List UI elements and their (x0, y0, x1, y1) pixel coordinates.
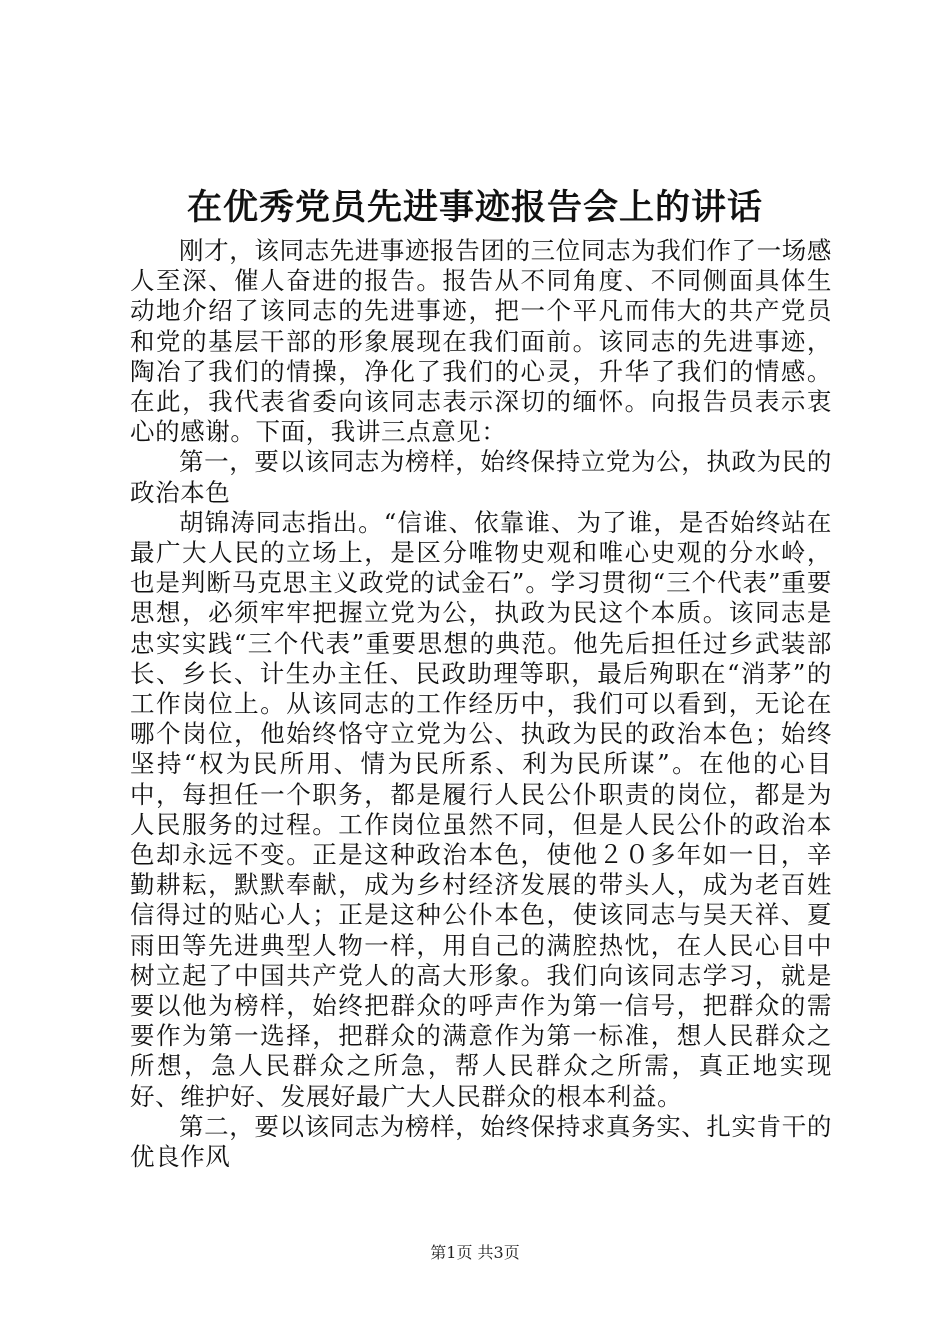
paragraph-first-point-body: 胡锦涛同志指出。“信谁、依靠谁、为了谁，是否始终站在最广大人民的立场上，是区分唯物史观和唯心史观的分水岭，也是判断马克思主义政党的试金石”。学习贯彻“三个代表”重要思想，必须牢牢把握立党为公，执政为民这个本质。该同志是忠实实践“三个代表”重要思想的典范。他先后担任过乡武装部长、乡长、计生办主任、民政助理等职，最后殉职在“消茅”的工作岗位上。从该同志的工作经历中，我们可以看到，无论在哪个岗位，他始终恪守立党为公、执政为民的政治本色；始终坚持“权为民所用、情为民所系、利为民所谋”。在他的心目中，每担任一个职务，都是履行人民公仆职责的岗位，都是为人民服务的过程。工作岗位虽然不同，但是人民公仆的政治本色却永远不变。正是这种政治本色，使他２０多年如一日，辛勤耕耘，默默奉献，成为乡村经济发展的带头人，成为老百姓信得过的贴心人；正是这种公仆本色，使该同志与吴天祥、夏雨田等先进典型人物一样，用自己的满腔热忱，在人民心目中树立起了中国共产党人的高大形象。我们向该同志学习，就是要以他为榜样，始终把群众的呼声作为第一信号，把群众的需要作为第一选择，把群众的满意作为第一标准，想人民群众之所想，急人民群众之所急，帮人民群众之所需，真正地实现好、维护好、发展好最广大人民群众的根本利益。 (130, 507, 832, 1111)
paragraph-heading-second-point: 第二，要以该同志为榜样，始终保持求真务实、扎实肯干的优良作风 (130, 1111, 832, 1172)
paragraph-heading-first-point: 第一，要以该同志为榜样，始终保持立党为公，执政为民的政治本色 (130, 447, 832, 507)
page-footer: 第1页 共3页 (430, 1243, 520, 1262)
paragraph-intro: 刚才，该同志先进事迹报告团的三位同志为我们作了一场感人至深、催人奋进的报告。报告从不同角度、不同侧面具体生动地介绍了该同志的先进事迹，把一个平凡而伟大的共产党员和党的基层干部的形象展现在我们面前。该同志的先进事迹，陶冶了我们的情操，净化了我们的心灵，升华了我们的情感。在此，我代表省委向该同志表示深切的缅怀。向报告员表示衷心的感谢。下面，我讲三点意见： (130, 236, 832, 447)
document-body (130, 236, 832, 1172)
document-title: 在优秀党员先进事迹报告会上的讲话 (186, 187, 763, 228)
